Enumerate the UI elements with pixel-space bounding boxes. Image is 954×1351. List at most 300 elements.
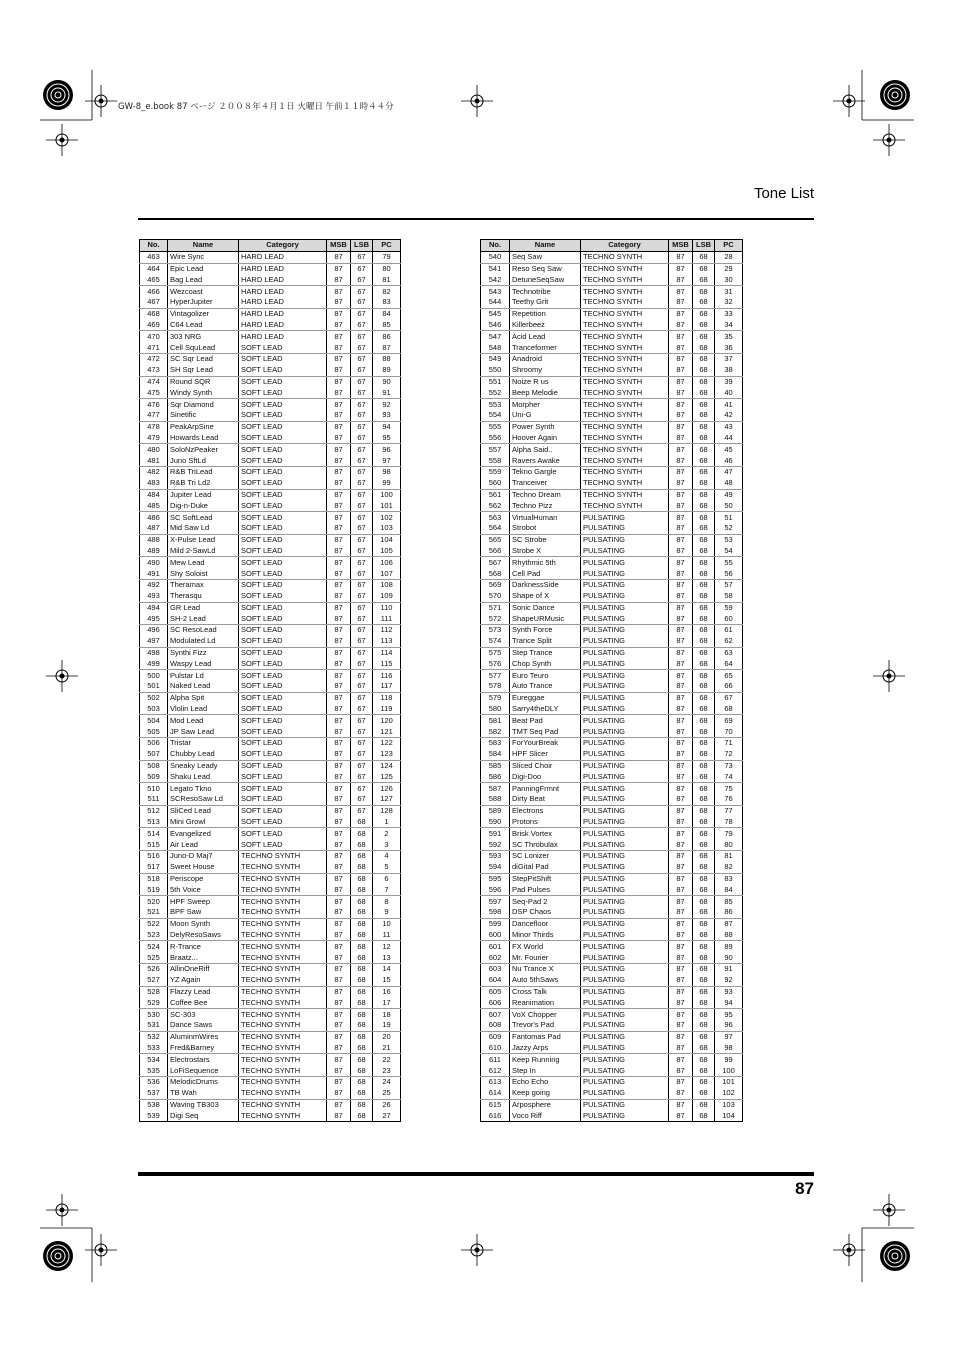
cell-no: 488 [140, 534, 168, 545]
cell-category: PULSATING [581, 658, 669, 669]
cell-name: HPF Slicer [510, 749, 581, 760]
cell-msb: 87 [669, 568, 693, 579]
cell-lsb: 67 [351, 568, 373, 579]
cell-lsb: 68 [693, 466, 715, 477]
table-header-row [481, 240, 743, 252]
cell-category: PULSATING [581, 591, 669, 602]
cell-no: 482 [140, 466, 168, 477]
cell-category: TECHNO SYNTH [239, 964, 327, 975]
cell-lsb: 68 [693, 997, 715, 1008]
cell-msb: 87 [669, 1020, 693, 1031]
cell-msb: 87 [327, 478, 351, 489]
table-row [481, 274, 743, 285]
cell-msb: 87 [669, 1099, 693, 1110]
cell-name: Fred&Barney [168, 1043, 239, 1054]
cell-no: 506 [140, 738, 168, 749]
cell-pc: 11 [373, 930, 401, 941]
cell-msb: 87 [669, 884, 693, 895]
cell-lsb: 68 [351, 964, 373, 975]
cell-pc: 98 [373, 466, 401, 477]
cell-name: Vlolin Lead [168, 704, 239, 715]
cell-msb: 87 [327, 828, 351, 839]
cell-no: 522 [140, 918, 168, 929]
cell-lsb: 68 [693, 297, 715, 308]
cell-lsb: 68 [693, 670, 715, 681]
cell-msb: 87 [327, 297, 351, 308]
table-row [481, 636, 743, 647]
table-row [481, 365, 743, 376]
table-row [140, 579, 401, 590]
cell-msb: 87 [327, 512, 351, 523]
cell-name: Techno Dream [510, 489, 581, 500]
cell-no: 468 [140, 308, 168, 319]
cell-msb: 87 [669, 342, 693, 353]
cell-no: 610 [481, 1043, 510, 1054]
cell-pc: 115 [373, 658, 401, 669]
cell-lsb: 68 [693, 647, 715, 658]
cell-msb: 87 [327, 771, 351, 782]
table-row [481, 794, 743, 805]
cell-lsb: 68 [693, 1110, 715, 1121]
cell-lsb: 68 [693, 1054, 715, 1065]
cell-no: 594 [481, 862, 510, 873]
cell-pc: 19 [373, 1020, 401, 1031]
cell-pc: 18 [373, 1009, 401, 1020]
cell-msb: 87 [669, 625, 693, 636]
cell-lsb: 67 [351, 286, 373, 297]
cell-pc: 41 [715, 399, 743, 410]
cell-category: PULSATING [581, 964, 669, 975]
cell-no: 500 [140, 670, 168, 681]
cell-category: PULSATING [581, 1076, 669, 1087]
cell-msb: 87 [327, 489, 351, 500]
cell-msb: 87 [669, 726, 693, 737]
cell-name: Epic Lead [168, 263, 239, 274]
cell-no: 476 [140, 399, 168, 410]
cell-msb: 87 [327, 636, 351, 647]
cell-pc: 72 [715, 749, 743, 760]
cell-no: 466 [140, 286, 168, 297]
cell-lsb: 68 [351, 1088, 373, 1099]
cell-no: 471 [140, 342, 168, 353]
cell-no: 467 [140, 297, 168, 308]
cell-msb: 87 [669, 376, 693, 387]
cell-msb: 87 [669, 873, 693, 884]
cell-msb: 87 [327, 557, 351, 568]
cell-no: 584 [481, 749, 510, 760]
cell-lsb: 68 [693, 884, 715, 895]
table-row [481, 534, 743, 545]
cell-msb: 87 [669, 433, 693, 444]
cell-msb: 87 [669, 444, 693, 455]
cell-category: SOFT LEAD [239, 613, 327, 624]
cell-no: 534 [140, 1054, 168, 1065]
cell-category: PULSATING [581, 986, 669, 997]
cell-category: TECHNO SYNTH [581, 286, 669, 297]
cell-category: SOFT LEAD [239, 591, 327, 602]
cell-no: 498 [140, 647, 168, 658]
cell-lsb: 68 [693, 625, 715, 636]
cell-pc: 34 [715, 320, 743, 331]
cell-msb: 87 [669, 1110, 693, 1121]
table-row [481, 500, 743, 511]
cell-no: 590 [481, 817, 510, 828]
cell-name: Cross Talk [510, 986, 581, 997]
cell-pc: 86 [715, 907, 743, 918]
cell-msb: 87 [327, 873, 351, 884]
table-row [481, 1110, 743, 1121]
cell-name: Mid Saw Ld [168, 523, 239, 534]
table-row [481, 613, 743, 624]
cell-msb: 87 [669, 647, 693, 658]
cell-category: SOFT LEAD [239, 658, 327, 669]
cell-pc: 92 [373, 399, 401, 410]
table-row [140, 1054, 401, 1065]
cell-msb: 87 [327, 331, 351, 342]
cell-msb: 87 [327, 918, 351, 929]
cell-lsb: 68 [693, 918, 715, 929]
cell-category: PULSATING [581, 783, 669, 794]
cell-lsb: 68 [693, 817, 715, 828]
cell-lsb: 67 [351, 353, 373, 364]
cell-pc: 123 [373, 749, 401, 760]
table-row [481, 828, 743, 839]
cell-no: 536 [140, 1076, 168, 1087]
cell-pc: 66 [715, 681, 743, 692]
cell-category: PULSATING [581, 715, 669, 726]
cell-category: TECHNO SYNTH [239, 1009, 327, 1020]
cell-msb: 87 [669, 862, 693, 873]
table-row [481, 658, 743, 669]
cell-lsb: 68 [693, 251, 715, 263]
cell-name: Hoover Again [510, 433, 581, 444]
cell-msb: 87 [669, 353, 693, 364]
cell-pc: 4 [373, 851, 401, 862]
cell-pc: 39 [715, 376, 743, 387]
cell-category: PULSATING [581, 997, 669, 1008]
cell-category: SOFT LEAD [239, 738, 327, 749]
column-header-pc: PC [715, 240, 743, 252]
cell-pc: 114 [373, 647, 401, 658]
table-row [481, 726, 743, 737]
cell-name: Cell SquLead [168, 342, 239, 353]
cell-name: SH-2 Lead [168, 613, 239, 624]
cell-name: SC Lonizer [510, 851, 581, 862]
cell-name: Dance Saws [168, 1020, 239, 1031]
cell-lsb: 68 [693, 591, 715, 602]
cell-pc: 68 [715, 704, 743, 715]
cell-category: PULSATING [581, 794, 669, 805]
table-row [140, 873, 401, 884]
cell-lsb: 68 [693, 692, 715, 703]
table-row [481, 839, 743, 850]
cell-no: 547 [481, 331, 510, 342]
cell-pc: 109 [373, 591, 401, 602]
cell-name: Coffee Bee [168, 997, 239, 1008]
cell-no: 583 [481, 738, 510, 749]
cell-category: SOFT LEAD [239, 568, 327, 579]
cell-no: 515 [140, 839, 168, 850]
cell-lsb: 67 [351, 455, 373, 466]
cell-name: Trance Split [510, 636, 581, 647]
cell-name: Mini Growl [168, 817, 239, 828]
cell-lsb: 68 [351, 896, 373, 907]
table-row [481, 986, 743, 997]
cell-lsb: 67 [351, 625, 373, 636]
cell-name: TMT Seq Pad [510, 726, 581, 737]
cell-pc: 92 [715, 975, 743, 986]
cell-msb: 87 [669, 1088, 693, 1099]
cell-pc: 84 [715, 884, 743, 895]
cell-no: 524 [140, 941, 168, 952]
cell-no: 589 [481, 805, 510, 816]
cell-msb: 87 [669, 455, 693, 466]
cell-lsb: 68 [693, 636, 715, 647]
cell-msb: 87 [669, 896, 693, 907]
cell-msb: 87 [669, 658, 693, 669]
cell-no: 586 [481, 771, 510, 782]
table-row [140, 625, 401, 636]
cell-category: PULSATING [581, 930, 669, 941]
cell-no: 520 [140, 896, 168, 907]
cell-msb: 87 [327, 320, 351, 331]
cell-lsb: 68 [351, 884, 373, 895]
cell-lsb: 68 [693, 975, 715, 986]
cell-lsb: 67 [351, 726, 373, 737]
cell-msb: 87 [669, 941, 693, 952]
cell-lsb: 67 [351, 478, 373, 489]
cell-pc: 16 [373, 986, 401, 997]
table-row [140, 1110, 401, 1121]
cell-name: Electrons [510, 805, 581, 816]
cell-category: PULSATING [581, 862, 669, 873]
cell-category: SOFT LEAD [239, 478, 327, 489]
cell-pc: 46 [715, 455, 743, 466]
cell-msb: 87 [327, 1076, 351, 1087]
cell-name: Step Trance [510, 647, 581, 658]
cell-category: PULSATING [581, 557, 669, 568]
cell-no: 603 [481, 964, 510, 975]
cell-no: 490 [140, 557, 168, 568]
cell-category: PULSATING [581, 1043, 669, 1054]
cell-pc: 21 [373, 1043, 401, 1054]
table-row [140, 353, 401, 364]
cell-category: TECHNO SYNTH [581, 353, 669, 364]
cell-pc: 87 [715, 918, 743, 929]
cell-msb: 87 [327, 941, 351, 952]
cell-lsb: 68 [693, 557, 715, 568]
cell-category: PULSATING [581, 568, 669, 579]
cell-no: 497 [140, 636, 168, 647]
cell-name: Round SQR [168, 376, 239, 387]
cell-category: SOFT LEAD [239, 839, 327, 850]
cell-category: SOFT LEAD [239, 365, 327, 376]
cell-lsb: 68 [693, 579, 715, 590]
cell-name: Morpher [510, 399, 581, 410]
cell-no: 487 [140, 523, 168, 534]
cell-name: Acid Lead [510, 331, 581, 342]
cell-category: SOFT LEAD [239, 794, 327, 805]
cell-category: HARD LEAD [239, 331, 327, 342]
cell-lsb: 67 [351, 534, 373, 545]
cell-name: Cell Pad [510, 568, 581, 579]
table-row [140, 952, 401, 963]
table-row [481, 444, 743, 455]
cell-category: SOFT LEAD [239, 444, 327, 455]
cell-lsb: 67 [351, 681, 373, 692]
cell-name: Jazzy Arps [510, 1043, 581, 1054]
table-row [481, 941, 743, 952]
cell-pc: 112 [373, 625, 401, 636]
cell-category: SOFT LEAD [239, 455, 327, 466]
cell-lsb: 67 [351, 421, 373, 432]
table-row [140, 884, 401, 895]
cell-no: 615 [481, 1099, 510, 1110]
cell-lsb: 68 [693, 274, 715, 285]
cell-lsb: 67 [351, 376, 373, 387]
cell-pc: 49 [715, 489, 743, 500]
table-row [481, 907, 743, 918]
cell-no: 485 [140, 500, 168, 511]
cell-name: DelyResoSaws [168, 930, 239, 941]
cell-name: Shy Soloist [168, 568, 239, 579]
cell-no: 474 [140, 376, 168, 387]
cell-msb: 87 [669, 410, 693, 421]
cell-no: 573 [481, 625, 510, 636]
cell-category: SOFT LEAD [239, 692, 327, 703]
table-row [481, 568, 743, 579]
cell-category: SOFT LEAD [239, 512, 327, 523]
cell-lsb: 68 [693, 342, 715, 353]
cell-pc: 116 [373, 670, 401, 681]
cell-name: SH Sqr Lead [168, 365, 239, 376]
cell-no: 609 [481, 1031, 510, 1042]
cell-pc: 96 [373, 444, 401, 455]
cell-name: Technotribe [510, 286, 581, 297]
table-row [140, 681, 401, 692]
cell-lsb: 68 [693, 1099, 715, 1110]
cell-name: C64 Lead [168, 320, 239, 331]
cell-msb: 87 [669, 749, 693, 760]
cell-name: Euro Teuro [510, 670, 581, 681]
table-row [140, 602, 401, 613]
cell-no: 502 [140, 692, 168, 703]
table-row [481, 975, 743, 986]
cell-category: PULSATING [581, 760, 669, 771]
cell-no: 508 [140, 760, 168, 771]
cell-lsb: 67 [351, 500, 373, 511]
cell-pc: 30 [715, 274, 743, 285]
cell-msb: 87 [669, 591, 693, 602]
cell-pc: 111 [373, 613, 401, 624]
table-row [481, 546, 743, 557]
cell-category: TECHNO SYNTH [581, 421, 669, 432]
cell-category: SOFT LEAD [239, 353, 327, 364]
cell-lsb: 68 [351, 873, 373, 884]
cell-msb: 87 [327, 884, 351, 895]
cell-msb: 87 [327, 738, 351, 749]
cell-lsb: 68 [693, 399, 715, 410]
cell-msb: 87 [327, 715, 351, 726]
table-row [140, 704, 401, 715]
cell-msb: 87 [669, 636, 693, 647]
cell-name: AluminmWires [168, 1031, 239, 1042]
cell-lsb: 67 [351, 805, 373, 816]
cell-lsb: 67 [351, 658, 373, 669]
cell-name: Sinetific [168, 410, 239, 421]
cell-category: PULSATING [581, 817, 669, 828]
cell-name: LoFiSequence [168, 1065, 239, 1076]
cell-lsb: 68 [693, 1031, 715, 1042]
cell-category: PULSATING [581, 896, 669, 907]
cell-msb: 87 [327, 579, 351, 590]
cell-name: Digi Seq [168, 1110, 239, 1121]
cell-lsb: 68 [351, 1099, 373, 1110]
cell-msb: 87 [327, 1065, 351, 1076]
cell-name: Tranceformer [510, 342, 581, 353]
cell-no: 595 [481, 873, 510, 884]
cell-pc: 76 [715, 794, 743, 805]
table-row [140, 410, 401, 421]
cell-name: SoloNzPeaker [168, 444, 239, 455]
cell-name: Rhythmic 5th [510, 557, 581, 568]
cell-no: 570 [481, 591, 510, 602]
table-row [481, 297, 743, 308]
cell-pc: 86 [373, 331, 401, 342]
cell-pc: 108 [373, 579, 401, 590]
cell-msb: 87 [327, 1099, 351, 1110]
cell-category: PULSATING [581, 602, 669, 613]
cell-pc: 96 [715, 1020, 743, 1031]
cell-name: Windy Synth [168, 387, 239, 398]
cell-name: Dancefloor [510, 918, 581, 929]
cell-name: Moon Synth [168, 918, 239, 929]
cell-pc: 101 [715, 1076, 743, 1087]
cell-pc: 80 [715, 839, 743, 850]
cell-no: 561 [481, 489, 510, 500]
cell-no: 512 [140, 805, 168, 816]
cell-name: R&B Tri Ld2 [168, 478, 239, 489]
cell-name: Auto Trance [510, 681, 581, 692]
cell-category: SOFT LEAD [239, 817, 327, 828]
cell-msb: 87 [669, 794, 693, 805]
cell-msb: 87 [327, 274, 351, 285]
table-row [140, 839, 401, 850]
cell-lsb: 68 [693, 512, 715, 523]
cell-pc: 29 [715, 263, 743, 274]
table-row [140, 771, 401, 782]
cell-msb: 87 [669, 851, 693, 862]
cell-pc: 98 [715, 1043, 743, 1054]
cell-name: Techno Pizz [510, 500, 581, 511]
cell-pc: 58 [715, 591, 743, 602]
cell-pc: 78 [715, 817, 743, 828]
cell-lsb: 68 [693, 500, 715, 511]
table-row [140, 930, 401, 941]
cell-category: TECHNO SYNTH [239, 907, 327, 918]
cell-lsb: 67 [351, 251, 373, 263]
cell-category: PULSATING [581, 692, 669, 703]
cell-no: 544 [481, 297, 510, 308]
cell-no: 546 [481, 320, 510, 331]
cell-lsb: 68 [693, 320, 715, 331]
cell-name: Sneaky Leady [168, 760, 239, 771]
cell-no: 554 [481, 410, 510, 421]
cell-lsb: 67 [351, 783, 373, 794]
cell-msb: 87 [327, 263, 351, 274]
cell-lsb: 68 [693, 681, 715, 692]
table-row [481, 862, 743, 873]
